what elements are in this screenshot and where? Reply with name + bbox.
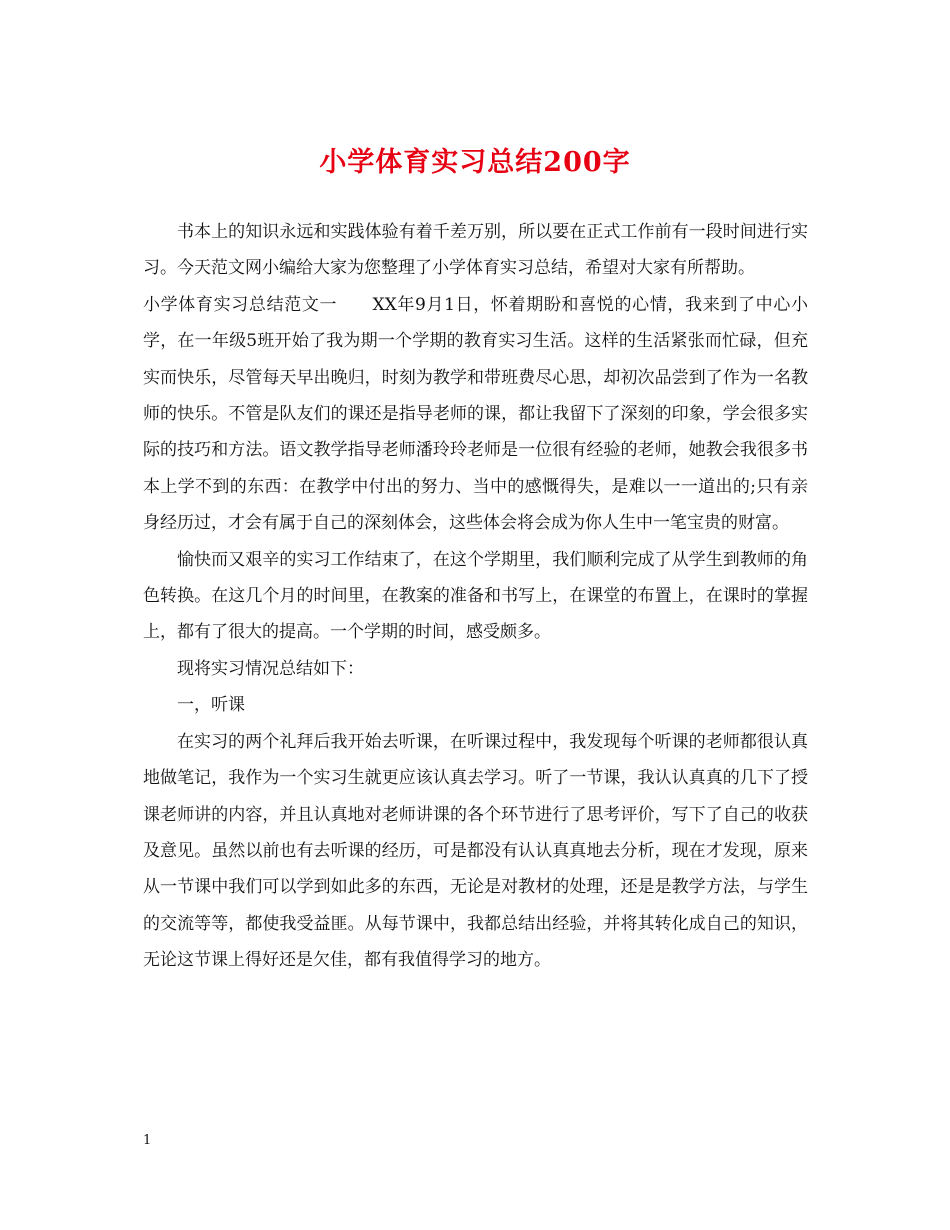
section-heading-listening: 一，听课 <box>177 695 245 716</box>
page-number: 1 <box>143 1133 152 1148</box>
paragraph-intro: 书本上的知识永远和实践体验有着千差万别，所以要在正式工作前有一段时间进行实习。今天范文网小编给大家为您整理了小学体育实习总结，希望对大家有所帮助。 <box>143 222 808 279</box>
document-title: 小学体育实习总结200字 <box>319 147 631 178</box>
paragraph-role-change: 愉快而又艰辛的实习工作结束了，在这个学期里，我们顺利完成了从学生到教师的角色转换。在这几个月的时间里，在教案的准备和书写上，在课堂的布置上，在课时的掌握上，都有了很大的提高。一个学期的时间，感受颇多。 <box>143 549 808 643</box>
paragraph-sample-one: 小学体育实习总结范文一 XX年9月1日，怀着期盼和喜悦的心情，我来到了中心小学，在一年级5班开始了我为期一个学期的教育实习生活。这样的生活紧张而忙碌，但充实而快乐，尽管每天早出晚归，时刻为教学和带班费尽心思，却初次品尝到了作为一名教师的快乐。不管是队友们的课还是指导老师的课，都让我留下了深刻的印象，学会很多实际的技巧和方法。语文教学指导老师潘玲玲老师是一位很有经验的老师，她教会我很多书本上学不到的东西：在教学中付出的努力、当中的感慨得失，是难以一一道出的;只有亲身经历过，才会有属于自己的深刻体会，这些体会将会成为你人生中一笔宝贵的财富。 <box>143 294 808 534</box>
paragraph-listening: 在实习的两个礼拜后我开始去听课，在听课过程中，我发现每个听课的老师都很认真地做笔记，我作为一个实习生就更应该认真去学习。听了一节课，我认认真真的几下了授课老师讲的内容，并且认真地对老师讲课的各个环节进行了思考评价，写下了自己的收获及意见。虽然以前也有去听课的经历，可是都没有认认真真地去分析，现在才发现，原来从一节课中我们可以学到如此多的东西，无论是对教材的处理，还是是教学方法，与学生的交流等等，都使我受益匪。从每节课中，我都总结出经验，并将其转化成自己的知识，无论这节课上得好还是欠佳，都有我值得学习的地方。 <box>143 731 808 971</box>
paragraph-summary-lead: 现将实习情况总结如下： <box>177 658 364 679</box>
document-body <box>143 214 808 979</box>
